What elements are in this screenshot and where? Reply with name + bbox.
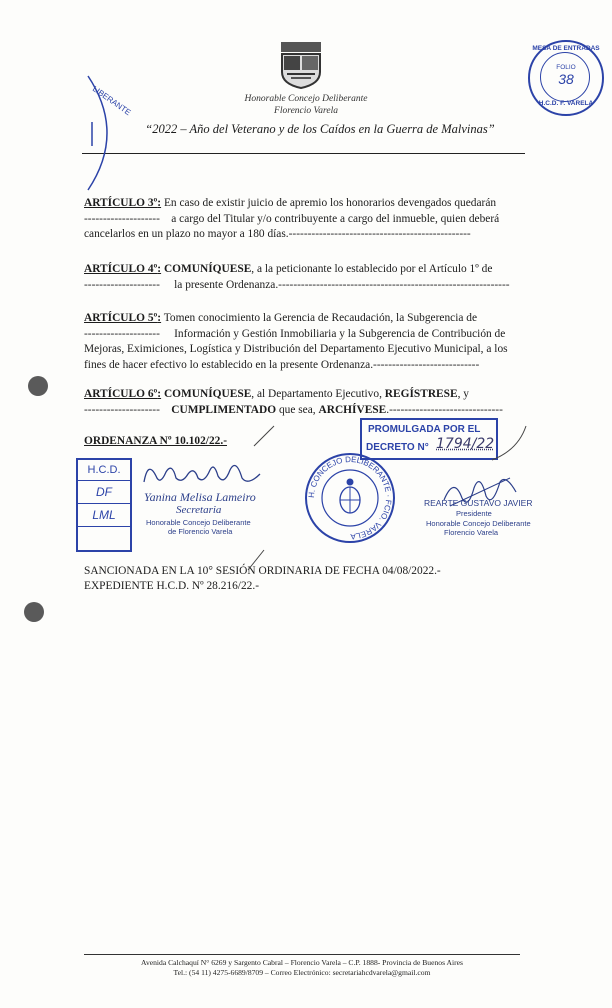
header-institution: Honorable Concejo Deliberante bbox=[244, 94, 368, 104]
article-6-label: ARTÍCULO 6º bbox=[84, 388, 158, 400]
entrance-stamp-top: MESA DE ENTRADAS bbox=[532, 45, 600, 52]
secretary-role: Secretaria bbox=[176, 504, 222, 516]
punch-hole-top bbox=[28, 376, 48, 396]
article-5-label: ARTÍCULO 5º bbox=[84, 312, 158, 324]
footer-contact: Tel.: (54 11) 4275-6689/8709 – Correo Electrónico: secretariahcdvarela@gmail.com bbox=[173, 968, 431, 977]
article-5: ARTÍCULO 5º: Tomen conocimiento la Gerencia de Recaudación, la Subgerencia de -------------------- Información y Gestión Inmobiliaria y la Subgerencia de Contribución de Mejoras, Eximiciones, Logística y Distribución del Departamento Ejecutivo Municipal, a los fines de hacer efectivo lo establecido en la presente Ordenanza.---------------------------- bbox=[84, 312, 508, 371]
header-city: Florencio Varela bbox=[274, 106, 338, 116]
hcd-stamp-initials-2: LML bbox=[78, 504, 130, 527]
hcd-control-stamp bbox=[76, 458, 132, 552]
article-4: ARTÍCULO 4º: COMUNÍQUESE, a la peticionante lo establecido por el Artículo 1º de -------------------- la presente Ordenanza.------------------------------------------------------------- bbox=[84, 263, 510, 291]
president-name: REARTE GUSTAVO JAVIER bbox=[424, 498, 533, 508]
article-6: ARTÍCULO 6º: COMUNÍQUESE, al Departamento Ejecutivo, REGÍSTRESE, y -------------------- CUMPLIMENTADO que sea, ARCHÍVESE.------------------------------ bbox=[84, 388, 503, 416]
header-motto: “2022 – Año del Veterano y de los Caídos en la Guerra de Malvinas” bbox=[145, 122, 495, 136]
hcd-stamp-title: H.C.D. bbox=[78, 460, 130, 481]
footer-address: Avenida Calchaquí N° 6269 y Sargento Cabral – Florencio Varela – C.P. 1888- Provincia de Buenos Aires bbox=[141, 958, 463, 967]
promulgation-number: 1794/22 bbox=[436, 436, 495, 452]
secretary-org-2: de Florencio Varela bbox=[168, 527, 233, 536]
ordinance-pen-stroke bbox=[252, 424, 276, 448]
partial-circular-stamp bbox=[84, 74, 133, 192]
crest-logo bbox=[279, 40, 323, 90]
sanction-pen-stroke bbox=[246, 548, 266, 572]
council-seal bbox=[304, 452, 396, 544]
article-3: ARTÍCULO 3º: En caso de existir juicio de apremio los honorarios devengados quedarán -------------------- a cargo del Titular y/o contribuyente a cargo del inmueble, quien deberá cancelarlos en un plazo no mayor a 180 días.------------------------------------------------ bbox=[84, 197, 500, 241]
header-rule bbox=[82, 153, 525, 154]
footer-rule bbox=[84, 954, 520, 955]
entrance-folio-label: FOLIO bbox=[556, 64, 576, 71]
promulgation-pen-stroke bbox=[488, 420, 532, 466]
article-4-label: ARTÍCULO 4º bbox=[84, 263, 158, 275]
promulgation-line-1: PROMULGADA POR EL bbox=[368, 424, 481, 435]
entrance-folio-number: 38 bbox=[558, 71, 574, 87]
secretary-org-1: Honorable Concejo Deliberante bbox=[146, 518, 251, 527]
hcd-stamp-initials-1: DF bbox=[78, 481, 130, 504]
entrance-stamp bbox=[528, 40, 604, 116]
promulgation-line-2: DECRETO N° bbox=[366, 442, 429, 453]
president-role: Presidente bbox=[456, 509, 492, 518]
seal-text: H. CONCEJO DELIBERANTE · FCIO. VARELA bbox=[306, 454, 394, 542]
expedient-line: EXPEDIENTE H.C.D. Nº 28.216/22.- bbox=[84, 580, 260, 592]
partial-stamp-text: LIBERANTE bbox=[90, 84, 133, 118]
punch-hole-bottom bbox=[24, 602, 44, 622]
president-org-2: Florencio Varela bbox=[444, 528, 499, 537]
sanction-line: SANCIONADA EN LA 10° SESIÓN ORDINARIA DE FECHA 04/08/2022.- bbox=[84, 565, 441, 577]
ordinance-number: ORDENANZA Nº 10.102/22.- bbox=[84, 435, 227, 447]
secretary-signed-name: Yanina Melisa Lameiro bbox=[144, 490, 256, 504]
article-3-label: ARTÍCULO 3º bbox=[84, 197, 158, 209]
president-org-1: Honorable Concejo Deliberante bbox=[426, 519, 531, 528]
entrance-stamp-bottom: H.C.D. F. VARELA bbox=[538, 100, 594, 107]
